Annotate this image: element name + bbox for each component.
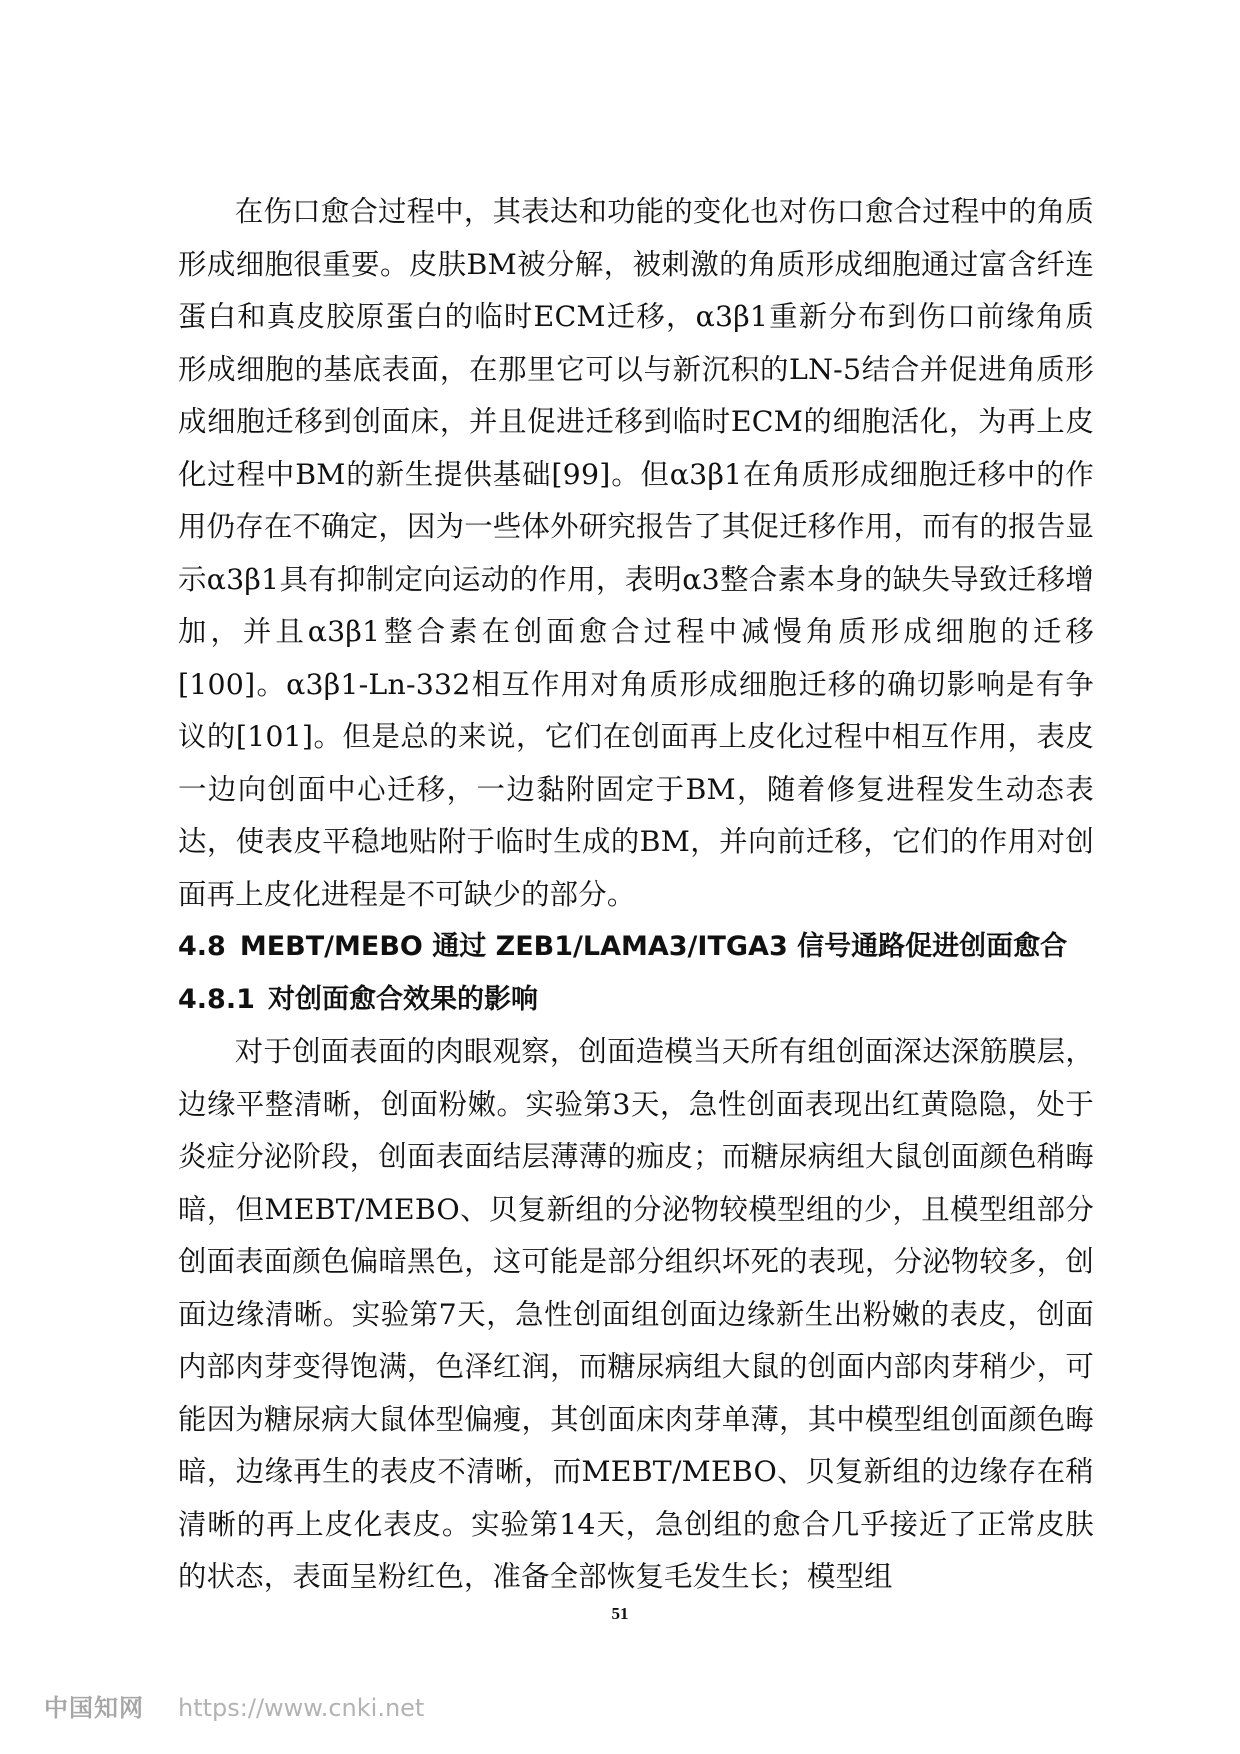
paragraph-integrin-wound-healing: 在伤口愈合过程中，其表达和功能的变化也对伤口愈合过程中的角质形成细胞很重要。皮肤BM被分解，被刺激的角质形成细胞通过富含纤连蛋白和真皮胶原蛋白的临时ECM迁移，α3β1重新分布到伤口前缘角质形成细胞的基底表面，在那里它可以与新沉积的LN-5结合并促进角质形成细胞迁移到创面床，并且促进迁移到临时ECM的细胞活化，为再上皮化过程中BM的新生提供基础[99]。但α3β1在角质形成细胞迁移中的作用仍存在不确定，因为一些体外研究报告了其促迁移作用，而有的报告显示α3β1具有抑制定向运动的作用，表明α3整合素本身的缺失导致迁移增加，并且α3β1整合素在创面愈合过程中减慢角质形成细胞的迁移[100]。α3β1-Ln-332相互作用对角质形成细胞迁移的确切影响是有争议的[101]。但是总的来说，它们在创面再上皮化过程中相互作用，表皮一边向创面中心迁移，一边黏附固定于BM，随着修复进程发生动态表达，使表皮平稳地贴附于临时生成的BM，并向前迁移，它们的作用对创面再上皮化进程是不可缺少的部分。 [178,195,1094,911]
cnki-watermark [44,1688,424,1723]
watermark-logo-text: 中国知网 [44,1694,144,1722]
subsection-title: 对创面愈合效果的影响 [268,983,538,1015]
watermark-url: https://www.cnki.net [178,1694,425,1722]
section-number: 4.8 [178,931,226,962]
body-text [178,186,1094,1604]
subsection-heading [178,974,1094,1027]
subsection-number: 4.8.1 [178,983,255,1015]
page-number: 51 [611,1604,629,1623]
section-heading [178,921,1094,974]
section-title: MEBT/MEBO 通过 ZEB1/LAMA3/ITGA3 信号通路促进创面愈合 [239,931,1068,962]
paragraph-wound-observation: 对于创面表面的肉眼观察，创面造模当天所有组创面深达深筋膜层，边缘平整清晰，创面粉嫩。实验第3天，急性创面表现出红黄隐隐，处于炎症分泌阶段，创面表面结层薄薄的痂皮；而糖尿病组大鼠创面颜色稍晦暗，但MEBT/MEBO、贝复新组的分泌物较模型组的少，且模型组部分创面表面颜色偏暗黑色，这可能是部分组织坏死的表现，分泌物较多，创面边缘清晰。实验第7天，急性创面组创面边缘新生出粉嫩的表皮，创面内部肉芽变得饱满，色泽红润，而糖尿病组大鼠的创面内部肉芽稍少，可能因为糖尿病大鼠体型偏瘦，其创面床肉芽单薄，其中模型组创面颜色晦暗，边缘再生的表皮不清晰，而MEBT/MEBO、贝复新组的边缘存在稍清晰的再上皮化表皮。实验第14天，急创组的愈合几乎接近了正常皮肤的状态，表面呈粉红色，准备全部恢复毛发生长；模型组 [178,1035,1094,1593]
